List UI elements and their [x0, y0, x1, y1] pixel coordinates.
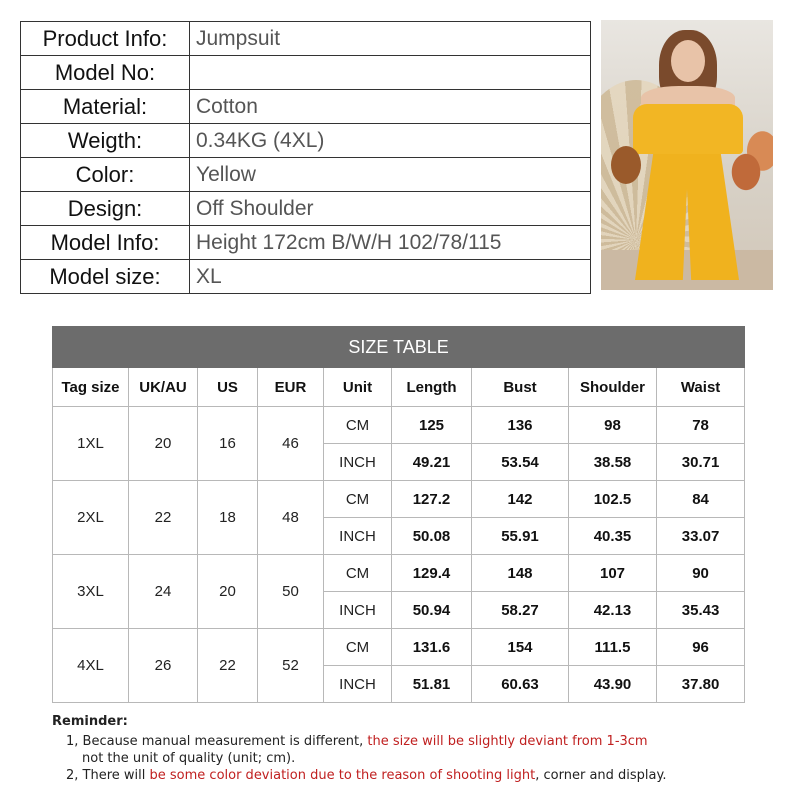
- waist-cell: 33.07: [657, 518, 745, 555]
- shoulder-cell: 43.90: [569, 666, 657, 703]
- shoulder-cell: 102.5: [569, 481, 657, 518]
- unit-cell: CM: [324, 629, 392, 666]
- unit-cell: CM: [324, 481, 392, 518]
- column-header: EUR: [258, 368, 324, 407]
- column-header: Tag size: [53, 368, 129, 407]
- size-row-cm: [53, 407, 745, 444]
- bust-cell: 154: [472, 629, 569, 666]
- tag-size-cell: 3XL: [53, 555, 129, 629]
- product-info-table: [20, 21, 591, 294]
- bust-cell: 136: [472, 407, 569, 444]
- shoulder-cell: 40.35: [569, 518, 657, 555]
- jumpsuit-top-shape: [633, 104, 743, 154]
- column-header: Unit: [324, 368, 392, 407]
- bust-cell: 55.91: [472, 518, 569, 555]
- info-label: Model No:: [21, 56, 190, 90]
- length-cell: 129.4: [392, 555, 472, 592]
- uk-au-cell: 20: [129, 407, 198, 481]
- handbag-shape: [611, 146, 641, 184]
- eur-cell: 52: [258, 629, 324, 703]
- length-cell: 131.6: [392, 629, 472, 666]
- length-cell: 50.08: [392, 518, 472, 555]
- info-row: [21, 158, 591, 192]
- column-header: US: [198, 368, 258, 407]
- us-cell: 20: [198, 555, 258, 629]
- info-row: [21, 192, 591, 226]
- unit-cell: INCH: [324, 518, 392, 555]
- size-table-header-row: [53, 368, 745, 407]
- info-value: XL: [190, 260, 591, 294]
- shoulder-cell: 107: [569, 555, 657, 592]
- unit-cell: CM: [324, 407, 392, 444]
- waist-cell: 35.43: [657, 592, 745, 629]
- shoulder-cell: 98: [569, 407, 657, 444]
- info-value: 0.34KG (4XL): [190, 124, 591, 158]
- eur-cell: 46: [258, 407, 324, 481]
- unit-cell: INCH: [324, 592, 392, 629]
- bust-cell: 60.63: [472, 666, 569, 703]
- reminder-line-1-cont: not the unit of quality (unit; cm).: [82, 751, 296, 766]
- info-label: Material:: [21, 90, 190, 124]
- column-header: Length: [392, 368, 472, 407]
- info-value: [190, 56, 591, 90]
- size-table-title: SIZE TABLE: [53, 327, 745, 368]
- info-row: [21, 124, 591, 158]
- bust-cell: 148: [472, 555, 569, 592]
- column-header: Waist: [657, 368, 745, 407]
- reminder-text: 1, Because manual measurement is different,: [66, 734, 368, 749]
- reminder: [52, 713, 772, 784]
- size-row-cm: [53, 629, 745, 666]
- length-cell: 50.94: [392, 592, 472, 629]
- column-header: Shoulder: [569, 368, 657, 407]
- reminder-title: Reminder:: [52, 714, 128, 729]
- unit-cell: CM: [324, 555, 392, 592]
- model-face-shape: [671, 40, 705, 82]
- shoulder-cell: 42.13: [569, 592, 657, 629]
- us-cell: 22: [198, 629, 258, 703]
- info-value: Yellow: [190, 158, 591, 192]
- info-label: Weigth:: [21, 124, 190, 158]
- tag-size-cell: 2XL: [53, 481, 129, 555]
- info-value: Off Shoulder: [190, 192, 591, 226]
- info-label: Design:: [21, 192, 190, 226]
- waist-cell: 84: [657, 481, 745, 518]
- info-row: [21, 226, 591, 260]
- bust-cell: 53.54: [472, 444, 569, 481]
- reminder-highlight: be some color deviation due to the reason of shooting light: [149, 768, 536, 783]
- column-header: UK/AU: [129, 368, 198, 407]
- size-table: [52, 326, 745, 703]
- info-value: Jumpsuit: [190, 22, 591, 56]
- eur-cell: 50: [258, 555, 324, 629]
- info-row: [21, 22, 591, 56]
- info-value: Cotton: [190, 90, 591, 124]
- waist-cell: 96: [657, 629, 745, 666]
- reminder-text: , corner and display.: [535, 768, 667, 783]
- length-cell: 51.81: [392, 666, 472, 703]
- shoulder-cell: 38.58: [569, 444, 657, 481]
- tag-size-cell: 1XL: [53, 407, 129, 481]
- floor-shape: [601, 250, 773, 290]
- info-row: [21, 260, 591, 294]
- uk-au-cell: 24: [129, 555, 198, 629]
- waist-cell: 78: [657, 407, 745, 444]
- info-row: [21, 56, 591, 90]
- tag-size-cell: 4XL: [53, 629, 129, 703]
- eur-cell: 48: [258, 481, 324, 555]
- reminder-line-2: [66, 767, 772, 784]
- reminder-highlight: the size will be slightly deviant from 1-3cm: [367, 734, 648, 749]
- unit-cell: INCH: [324, 444, 392, 481]
- bust-cell: 142: [472, 481, 569, 518]
- size-row-cm: [53, 555, 745, 592]
- column-header: Bust: [472, 368, 569, 407]
- info-label: Model Info:: [21, 226, 190, 260]
- size-row-cm: [53, 481, 745, 518]
- uk-au-cell: 22: [129, 481, 198, 555]
- info-value: Height 172cm B/W/H 102/78/115: [190, 226, 591, 260]
- shoulder-cell: 111.5: [569, 629, 657, 666]
- uk-au-cell: 26: [129, 629, 198, 703]
- length-cell: 125: [392, 407, 472, 444]
- us-cell: 16: [198, 407, 258, 481]
- reminder-line-1: [66, 733, 772, 750]
- info-label: Model size:: [21, 260, 190, 294]
- us-cell: 18: [198, 481, 258, 555]
- waist-cell: 30.71: [657, 444, 745, 481]
- waist-cell: 90: [657, 555, 745, 592]
- bust-cell: 58.27: [472, 592, 569, 629]
- length-cell: 49.21: [392, 444, 472, 481]
- info-label: Product Info:: [21, 22, 190, 56]
- reminder-text: 2, There will: [66, 768, 150, 783]
- info-row: [21, 90, 591, 124]
- length-cell: 127.2: [392, 481, 472, 518]
- unit-cell: INCH: [324, 666, 392, 703]
- info-label: Color:: [21, 158, 190, 192]
- waist-cell: 37.80: [657, 666, 745, 703]
- product-photo: [601, 20, 773, 290]
